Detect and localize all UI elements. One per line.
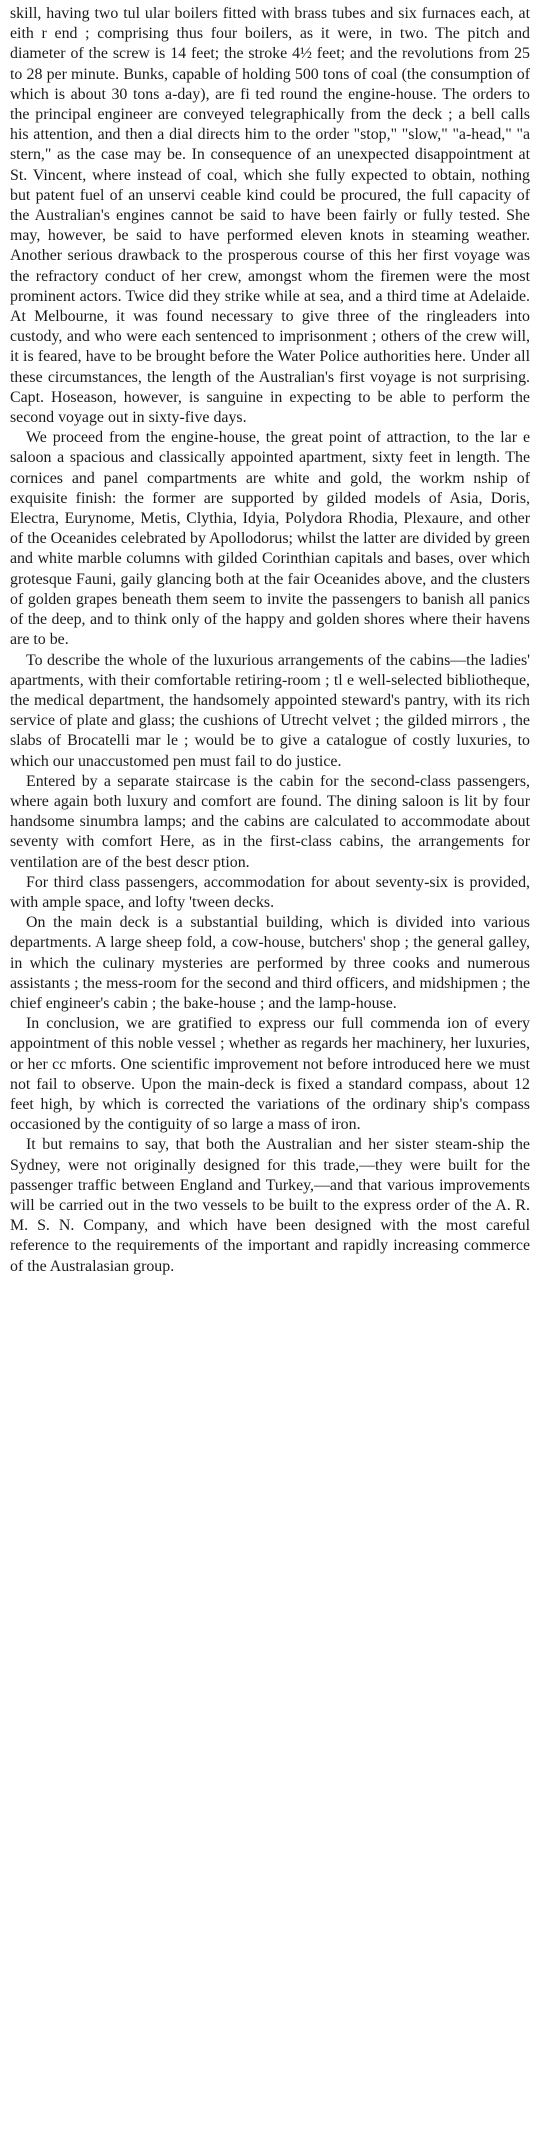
article-paragraph-3: To describe the whole of the luxurious arrangements of the cabins—the ladies' apartments, with their comfortable retiring-room ; tl e well-selected bibliotheque, the medical department, the handsomely appointed steward's pantry, with its rich service of plate and glass; the cushions of Utrecht velvet ; the gilded mirrors , the slabs of Brocatelli mar le ; would be to give a catalogue of costly luxuries, to which our unaccustomed pen must fail to do justice. xyxy=(10,651,530,770)
article-paragraph-6: On the main deck is a substantial building, which is divided into various departments. A large sheep fold, a cow-house, butchers' shop ; the general galley, in which the culinary mysteries are performed by three cooks and numerous assistants ; the mess-room for the second and third officers, and midshipmen ; the chief engineer's cabin ; the bake-house ; and the lamp-house. xyxy=(10,914,530,1012)
article-paragraph-5: For third class passengers, accommodation for about seventy-six is provided, with ample space, and lofty 'tween decks. xyxy=(10,873,530,911)
article-paragraph-2: We proceed from the engine-house, the great point of attraction, to the lar e saloon a spacious and classically appointed apartment, sixty feet in length. The cornices and panel compartments are white and gold, the workm nship of exquisite finish: the former are supported by gilded models of Asia, Doris, Electra, Eurynome, Metis, Clythia, Idyia, Polydora Rhodia, Plexaure, and other of the Oceanides celebrated by Apollodorus; whilst the latter are divided by green and white marble columns with gilded Corinthian capitals and bases, over which grotesque Fauni, gaily glancing both at the fair Oceanides above, and the clusters of golden grapes beneath them seem to invite the passengers to banish all panics of the deep, and to think only of the happy and golden shores where their havens are to be. xyxy=(10,429,530,649)
article-paragraph-4: Entered by a separate staircase is the cabin for the second-class passengers, where again both luxury and comfort are found. The dining saloon is lit by four handsome sinumbra lamps; and the cabins are calculated to accommodate about seventy with comfort Here, as in the first-class cabins, the arrangements for ventilation are of the best descr ption. xyxy=(10,772,530,871)
article-paragraph-8: It but remains to say, that both the Australian and her sister steam-ship the Sydney, were not originally designed for this trade,—they were built for the passenger traffic between England and Turkey,—and that various improvements will be carried out in the two vessels to be built to the express order of the A. R. M. S. N. Company, and which have been designed with the most careful reference to the requirements of the important and rapidly increasing commerce of the Australasian group. xyxy=(10,1136,530,1275)
article-paragraph-1: skill, having two tul ular boilers fitted with brass tubes and six furnaces each, at eith r end ; comprising thus four boilers, as it were, in two. The pitch and diameter of the screw is 14 feet; the stroke 4½ feet; and the revolutions from 25 to 28 per minute. Bunks, capable of holding 500 tons of coal (the consumption of which is about 30 tons a-day), are fi ted round the engine-house. The orders to the principal engineer are conveyed telegraphically from the deck ; a bell calls his attention, and then a dial directs him to the order "stop," "slow," "a-head," "a stern," as the case may be. In consequence of an unexpected disappointment at St. Vincent, where instead of coal, which she fully expected to obtain, nothing but patent fuel of an unservi ceable kind could be procured, the full capacity of the Australian's engines cannot be said to have been fairly or fully tested. She may, however, be said to have performed eleven knots in steaming weather. Another serious drawback to the prosperous course of this her first voyage was the refractory conduct of her crew, amongst whom the firemen were the most prominent actors. Twice did they strike while at sea, and a third time at Adelaide. At Melbourne, it was found necessary to give three of the ringleaders into custody, and who were each sentenced to imprisonment ; others of the crew will, it is feared, have to be brought before the Water Police authorities here. Under all these circumstances, the length of the Australian's first voyage is not surprising. Capt. Hoseason, however, is sanguine in expecting to be able to perform the second voyage out in sixty-five days. xyxy=(10,5,530,427)
article-paragraph-7: In conclusion, we are gratified to express our full commenda ion of every appointment of this noble vessel ; whether as regards her machinery, her luxuries, or her cc mforts. One scientific improvement not before introduced here we must not fail to observe. Upon the main-deck is fixed a standard compass, about 12 feet high, by which is corrected the variations of the ordinary ship's compass occasioned by the contiguity of so large a mass of iron. xyxy=(10,1015,530,1134)
